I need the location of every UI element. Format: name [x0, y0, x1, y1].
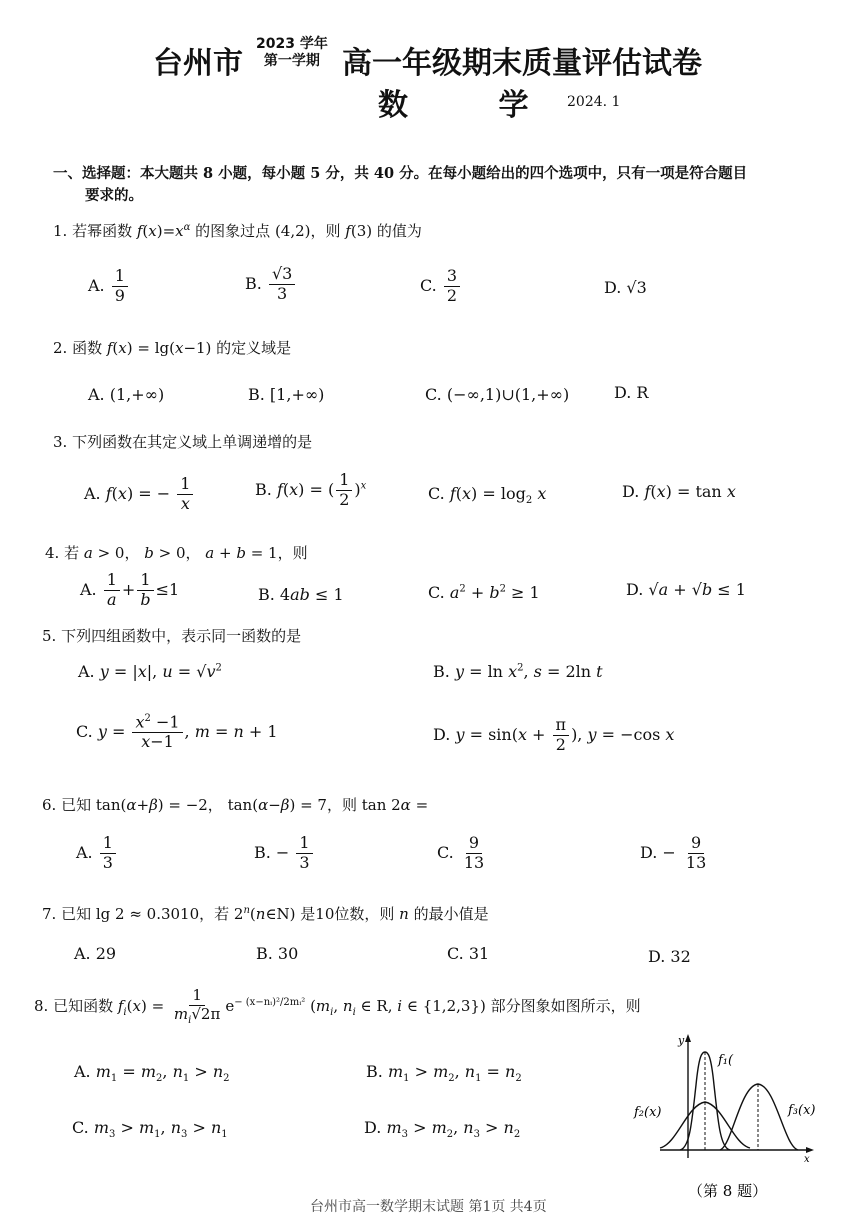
subject-title: 数 学 — [378, 88, 569, 123]
q4-option-a[interactable]: A. $\frac{1}{a}$ + $\frac{1}{b}$ ≤1 — [80, 570, 180, 609]
q7-option-c[interactable]: C. 31 — [447, 944, 490, 963]
question-3: 3. 下列函数在其定义域上单调递增的是 — [53, 433, 313, 451]
q7-option-b[interactable]: B. 30 — [256, 944, 299, 963]
q1-option-c[interactable]: C. $\frac{3}{2}$ — [420, 268, 462, 305]
q7-option-d[interactable]: D. 32 — [648, 947, 691, 966]
q1-option-a[interactable]: A. $\frac{1}{9}$ — [88, 268, 130, 305]
school-year — [256, 36, 328, 70]
q1-option-d[interactable]: D. √3 — [604, 278, 647, 297]
q2-option-b[interactable]: B. [1,+∞) — [248, 385, 325, 404]
school-year-bottom: 第一学期 — [263, 53, 320, 69]
section-heading-cont: 要求的。 — [85, 187, 143, 204]
question-number: 1. 若幂函数 — [53, 222, 137, 240]
x-axis-label: x — [804, 1154, 810, 1165]
q5-option-c[interactable]: C. y = $\frac{x^2 -1}{x-1}$ , m = n + 1 — [76, 712, 278, 752]
q6-option-c[interactable]: C. $\frac{9}{13}$ — [437, 833, 485, 872]
exam-title: 高一年级期末质量评估试卷 — [342, 46, 702, 81]
q8-option-d[interactable]: D. $m_3 > m_2$, $n_3 > n_2$ — [364, 1118, 521, 1141]
question-1: 1. 若幂函数 $f(x)=x^\alpha$ 的图象过点 (4,2)，则 f(3) 的值为 — [53, 222, 422, 240]
school-year-top: 2023 学年 — [256, 36, 328, 52]
q8-figure — [632, 1030, 832, 1210]
exam-date: 2024. 1 — [567, 94, 621, 110]
question-6: 6. 已知 tan(α+β) = −2， tan(α−β) = 7，则 tan 2α = — [42, 796, 429, 814]
q8-option-b[interactable]: B. $m_1 > m_2$, $n_1 = n_2$ — [366, 1062, 522, 1085]
q3-option-c[interactable]: C. $f(x) = \log_2 x$ — [428, 484, 547, 507]
label-f3: f₃(x) — [788, 1103, 816, 1118]
question-5: 5. 下列四组函数中，表示同一函数的是 — [42, 627, 302, 645]
figure-caption: （第 8 题） — [688, 1182, 768, 1200]
question-2: 2. 函数 f(x) = lg(x−1) 的定义域是 — [53, 339, 292, 357]
q3-option-d[interactable]: D. f(x) = tan x — [622, 482, 736, 501]
q7-option-a[interactable]: A. 29 — [74, 944, 117, 963]
page-footer: 台州市高一数学期末试题 第1页 共4页 — [310, 1199, 547, 1215]
q8-option-a[interactable]: A. $m_1 = m_2$, $n_1 > n_2$ — [74, 1062, 230, 1085]
q3-option-a[interactable]: A. f(x) = − $\frac{1}{x}$ — [84, 476, 195, 513]
q8-option-c[interactable]: C. $m_3 > m_1$, $n_3 > n_1$ — [72, 1118, 228, 1141]
city-name: 台州市 — [153, 46, 243, 81]
q4-option-c[interactable]: C. $a^2 + b^2 \ge 1$ — [428, 583, 540, 602]
question-4: 4. 若 a > 0， b > 0， a + b = 1，则 — [45, 544, 308, 562]
q4-option-b[interactable]: B. 4ab ≤ 1 — [258, 585, 344, 604]
q5-option-a[interactable]: A. y = |x|, $u = √v^2$ — [78, 662, 222, 681]
q2-option-a[interactable]: A. (1,+∞) — [88, 385, 165, 404]
q5-option-d[interactable]: D. y = sin(x + $\frac{\pi}{2}$ ), y = −cos x — [433, 715, 675, 754]
q3-option-b[interactable]: B. f(x) = ( $\frac{1}{2}$ )$^x$ — [255, 470, 367, 509]
label-f1: f₁( — [718, 1053, 734, 1068]
y-axis-label: y — [678, 1034, 685, 1047]
q2-option-c[interactable]: C. (−∞,1)∪(1,+∞) — [425, 385, 570, 404]
curve-f3 — [720, 1084, 798, 1150]
q4-option-d[interactable]: D. √a + √b ≤ 1 — [626, 580, 746, 599]
label-f2: f₂(x) — [634, 1105, 662, 1120]
question-8: 8. 已知函数 $f_i(x)$ = $\frac{1}{m_i√2\pi}$ $e^{- (x-nᵢ)^2/2mᵢ^2}$ ($m_i$, $n_i$ ∈ R, i ∈ {1,2,3}) 部分图象如图所示，则 — [34, 986, 641, 1026]
x-axis-arrow — [806, 1147, 814, 1153]
section-heading: 一、选择题：本大题共 8 小题，每小题 5 分，共 40 分。在每小题给出的四个选项中，只有一项是符合题目 — [53, 165, 748, 182]
q5-option-b[interactable]: B. $y = \ln x^2$, s = 2ln t — [433, 662, 603, 681]
q1-option-b[interactable]: B. $\frac{√3}{3}$ — [245, 266, 297, 303]
y-axis-arrow — [685, 1034, 691, 1042]
q6-option-b[interactable]: B. − $\frac{1}{3}$ — [254, 835, 315, 872]
q6-option-a[interactable]: A. $\frac{1}{3}$ — [76, 835, 118, 872]
question-7: 7. 已知 lg 2 ≈ 0.3010，若 2$^n$(n∈N) 是10位数，则 n 的最小值是 — [42, 905, 489, 923]
q2-option-d[interactable]: D. R — [614, 383, 649, 402]
q6-option-d[interactable]: D. − $\frac{9}{13}$ — [640, 833, 707, 872]
